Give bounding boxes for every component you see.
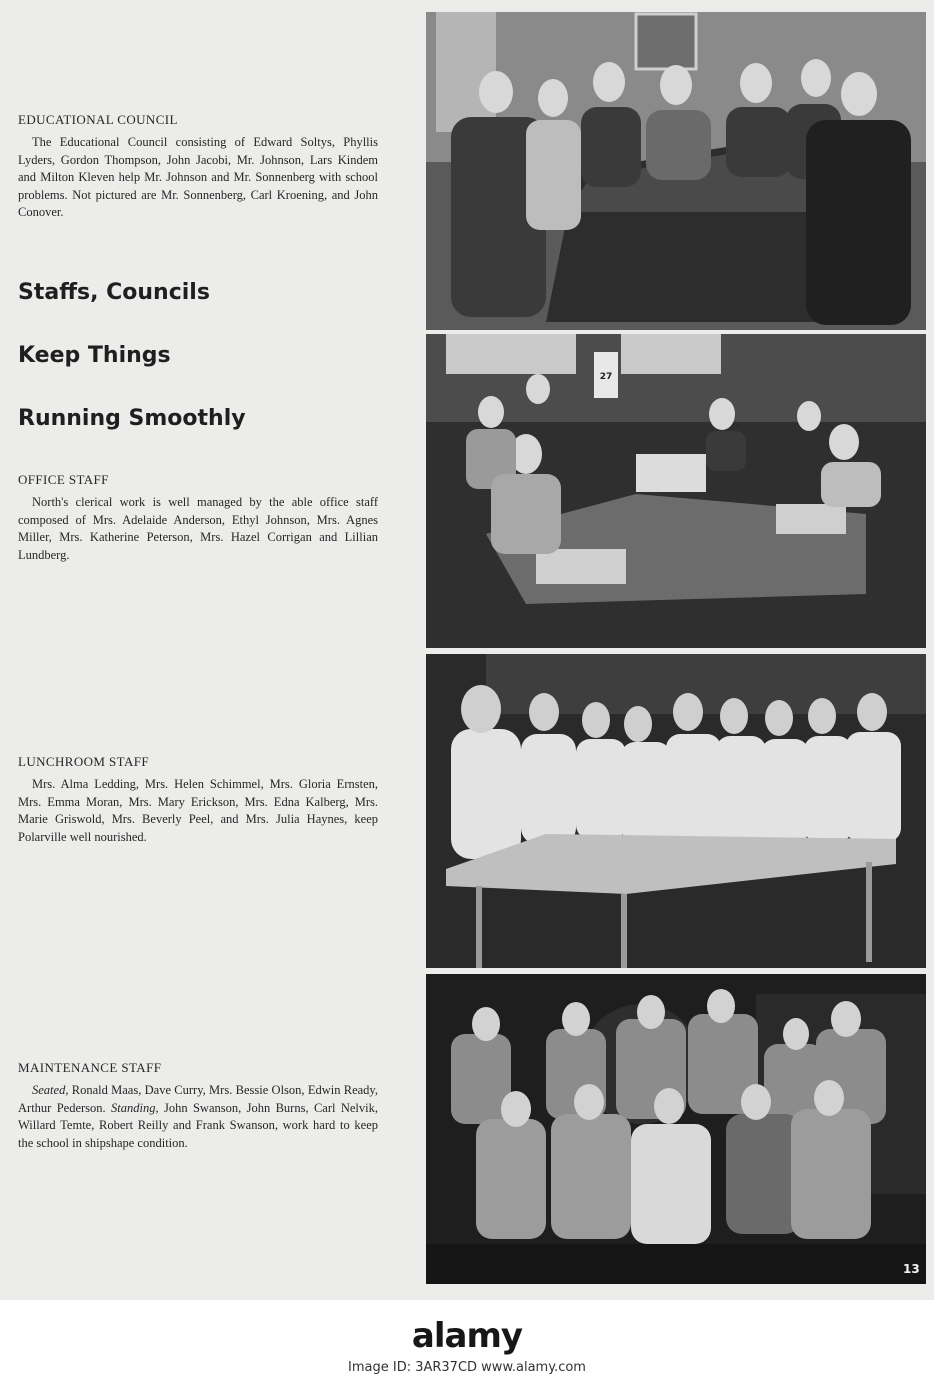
educational-council-photo (426, 12, 926, 330)
headline-line-2: Keep Things (18, 343, 171, 368)
seated-names: Ronald Maas, Dave Curry, Mrs. Bessie Olson, Edwin Ready, Arthur Pederson. (18, 1083, 378, 1115)
educational-council-caption (18, 112, 378, 222)
page-number: 13 (903, 1262, 920, 1276)
office-staff-caption (18, 472, 378, 564)
standing-label: Standing, (111, 1100, 159, 1115)
educational-council-heading: EDUCATIONAL COUNCIL (18, 112, 178, 127)
lunchroom-staff-photo (426, 654, 926, 968)
seated-label: Seated, (32, 1083, 69, 1097)
lunchroom-staff-body: Mrs. Alma Ledding, Mrs. Helen Schimmel, Mrs. Gloria Ernsten, Mrs. Emma Moran, Mrs. Mary Erickson, Mrs. Edna Kalberg, Mrs. Marie Griswold, Mrs. Beverly Peel, and Mrs. Julia Haynes, keep Polarville well nourished. (18, 777, 378, 844)
educational-council-body: The Educational Council consisting of Edward Soltys, Phyllis Lyders, Gordon Thompson, John Jacobi, Mr. Johnson, Lars Kindem and Milton Kleven help Mr. Johnson and Mr. Sonnenberg with school problems. Not pictured are Mr. Sonnenberg, Carl Kroening, and John Conover. (18, 135, 378, 219)
maintenance-staff-caption (18, 1060, 378, 1152)
standing-names: John Swanson, John Burns, Carl Nelvik, Willard Temte, Robert Reilly and Frank Swanson, work hard to keep the school in shipshape condition. (18, 1100, 378, 1150)
calendar-day: 27 (599, 372, 613, 382)
lunchroom-staff-caption (18, 754, 378, 846)
headline-line-3: Running Smoothly (18, 406, 246, 431)
maintenance-staff-body (18, 1082, 378, 1152)
watermark-bar (0, 1300, 934, 1390)
alamy-logo: alamy (411, 1315, 523, 1356)
lunchroom-staff-heading: LUNCHROOM STAFF (18, 754, 150, 769)
headline-line-1: Staffs, Councils (18, 280, 210, 305)
maintenance-staff-photo (426, 974, 926, 1284)
office-staff-photo (426, 334, 926, 648)
image-id-line: Image ID: 3AR37CD www.alamy.com (348, 1359, 586, 1375)
office-staff-body: North's clerical work is well managed by the able office staff composed of Mrs. Adelaide Anderson, Ethyl Johnson, Mrs. Agnes Miller, Mrs. Katherine Peterson, Mrs. Hazel Corrigan and Lillian Lundberg. (18, 495, 378, 562)
office-staff-heading: OFFICE STAFF (18, 472, 109, 487)
maintenance-staff-heading: MAINTENANCE STAFF (18, 1060, 162, 1075)
